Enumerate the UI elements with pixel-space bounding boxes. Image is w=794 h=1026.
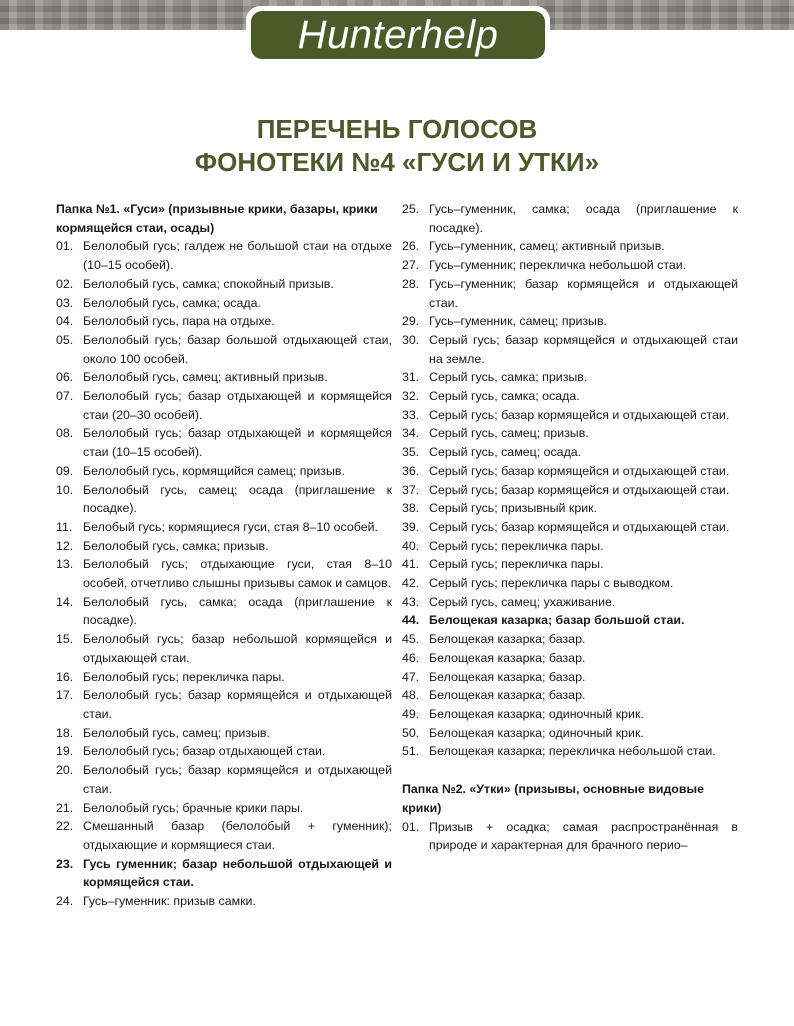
- item-text: Белолобый гусь; отдыхающие гуси, стая 8–10 особей, отчетливо слышны призывы самок и самцов.: [83, 557, 392, 591]
- list-item: [402, 518, 738, 537]
- item-text: Белолобый гусь; базар небольшой кормящейся и отдыхающей стаи.: [83, 632, 392, 665]
- list-item: [56, 724, 392, 743]
- list-item: [402, 724, 738, 743]
- item-number: 35.: [402, 445, 420, 460]
- item-text: Серый гусь, самец; осада.: [429, 445, 582, 460]
- item-text: Смешанный базар (белолобый + гуменник); отдыхающие и кормящиеся стаи.: [83, 819, 392, 852]
- item-number: 14.: [56, 594, 74, 609]
- list-item: [56, 331, 392, 368]
- list-item: [402, 200, 738, 237]
- item-number: 04.: [56, 314, 74, 329]
- item-text: Серый гусь, самка; осада.: [429, 389, 580, 404]
- list-item: [402, 387, 738, 406]
- item-text: Серый гусь, самка; призыв.: [429, 370, 588, 385]
- item-text: Серый гусь; базар кормящейся и отдыхающей стаи.: [429, 519, 730, 534]
- item-text: Гусь–гуменник: призыв самки.: [83, 894, 256, 909]
- title-line-1: ПЕРЕЧЕНЬ ГОЛОСОВ: [256, 114, 538, 144]
- right-column: [402, 200, 738, 855]
- item-text: Белолобый гусь; базар кормящейся и отдыхающей стаи.: [83, 763, 392, 796]
- item-number: 10.: [56, 482, 74, 497]
- item-text: Гусь–гуменник, самец; активный призыв.: [429, 239, 665, 254]
- list-item: [56, 387, 392, 424]
- item-number: 37.: [402, 482, 420, 497]
- list-item: [56, 799, 392, 818]
- item-number: 16.: [56, 669, 74, 684]
- item-text: Белолобый гусь; базар отдыхающей и кормящейся стаи (10–15 особей).: [83, 426, 392, 460]
- list-item: [56, 668, 392, 687]
- item-number: 24.: [56, 894, 74, 909]
- item-number: 29.: [402, 314, 420, 329]
- list-item: [402, 481, 738, 500]
- item-text: Гусь–гуменник, самка; осада (приглашение к посадке).: [429, 202, 738, 235]
- item-number: 47.: [402, 669, 420, 684]
- folder-1-list-part-1: [56, 237, 392, 910]
- list-item: [56, 237, 392, 274]
- item-text: Белолобый гусь; базар отдыхающей и кормящейся стаи (20–30 особей).: [83, 389, 392, 422]
- list-item: [402, 499, 738, 518]
- item-number: 20.: [56, 763, 74, 778]
- list-item: [402, 462, 738, 481]
- item-number: 34.: [402, 426, 420, 441]
- item-number: 45.: [402, 632, 420, 647]
- list-item: [402, 256, 738, 275]
- item-text: Серый гусь; базар кормящейся и отдыхающей стаи.: [429, 407, 730, 422]
- item-number: 23.: [56, 856, 74, 871]
- list-item: [402, 537, 738, 556]
- item-number: 03.: [56, 295, 74, 310]
- list-item: [402, 649, 738, 668]
- item-number: 02.: [56, 276, 74, 291]
- item-text: Белолобый гусь, кормящийся самец; призыв.: [83, 463, 345, 478]
- item-text: Серый гусь; призывный крик.: [429, 501, 598, 516]
- item-number: 30.: [402, 332, 420, 347]
- item-number: 05.: [56, 332, 74, 347]
- list-item: [402, 312, 738, 331]
- list-item: [402, 424, 738, 443]
- item-number: 26.: [402, 239, 420, 254]
- list-item: [56, 761, 392, 798]
- list-item: [402, 275, 738, 312]
- folder-1-heading: Папка №1. «Гуси» (призывные крики, базары, крики кормящейся стаи, осады): [56, 202, 378, 235]
- list-item: [402, 368, 738, 387]
- item-number: 13.: [56, 557, 74, 572]
- item-number: 44.: [402, 613, 420, 628]
- list-item: [402, 593, 738, 612]
- item-number: 07.: [56, 389, 74, 404]
- item-text: Белощекая казарка; базар.: [429, 632, 586, 647]
- item-number: 49.: [402, 706, 420, 721]
- item-number: 50.: [402, 725, 420, 740]
- list-item: [402, 331, 738, 368]
- list-item: [56, 630, 392, 667]
- list-item: [402, 443, 738, 462]
- item-text: Белобый гусь; кормящиеся гуси, стая 8–10 особей.: [83, 519, 378, 534]
- item-text: Серый гусь; базар кормящейся и отдыхающей стаи.: [429, 482, 730, 497]
- item-text: Белощекая казарка; базар.: [429, 650, 586, 665]
- logo-frame: [246, 6, 550, 64]
- list-item: [56, 537, 392, 556]
- item-number: 01.: [56, 239, 74, 254]
- item-text: Белощекая казарка; одиночный крик.: [429, 706, 644, 721]
- page-title: [0, 113, 794, 179]
- item-number: 17.: [56, 688, 74, 703]
- item-text: Белолобый гусь, самец; осада (приглашение к посадке).: [83, 482, 392, 516]
- item-number: 09.: [56, 463, 74, 478]
- item-text: Белолобый гусь; брачные крики пары.: [83, 800, 304, 815]
- item-text: Серый гусь; перекличка пары.: [429, 557, 604, 572]
- title-line-2: ФОНОТЕКИ №4 «ГУСИ И УТКИ»: [194, 147, 600, 177]
- list-item: [56, 518, 392, 537]
- item-number: 48.: [402, 688, 420, 703]
- item-text: Серый гусь; перекличка пары с выводком.: [429, 576, 674, 591]
- list-item: [56, 593, 392, 630]
- item-number: 19.: [56, 744, 74, 759]
- item-text: Белолобый гусь, самка; осада (приглашение к посадке).: [83, 594, 392, 628]
- item-text: Гусь гуменник; базар небольшой отдыхающей и кормящейся стаи.: [83, 856, 392, 890]
- item-text: Белощекая казарка; перекличка небольшой стаи.: [429, 744, 716, 759]
- item-number: 15.: [56, 632, 74, 647]
- item-text: Белолобый гусь, самец; призыв.: [83, 725, 270, 740]
- list-item: [402, 668, 738, 687]
- item-number: 33.: [402, 407, 420, 422]
- item-number: 38.: [402, 501, 420, 516]
- item-number: 01.: [402, 819, 420, 834]
- item-text: Серый гусь; базар кормящейся и отдыхающей стаи.: [429, 463, 730, 478]
- item-number: 08.: [56, 426, 74, 441]
- list-item: [56, 817, 392, 854]
- item-text: Серый гусь, самец; ухаживание.: [429, 594, 616, 609]
- item-number: 43.: [402, 594, 420, 609]
- item-number: 18.: [56, 725, 74, 740]
- item-text: Белолобый гусь; перекличка пары.: [83, 669, 285, 684]
- item-number: 22.: [56, 819, 74, 834]
- list-item: [56, 312, 392, 331]
- list-item: [56, 462, 392, 481]
- item-text: Белолобый гусь, самка; спокойный призыв.: [83, 276, 334, 291]
- folder-1-list-part-2: [402, 200, 738, 761]
- list-item: [402, 574, 738, 593]
- item-number: 11.: [56, 519, 73, 534]
- left-column: [56, 200, 392, 911]
- list-item: [402, 686, 738, 705]
- folder-2-heading: Папка №2. «Утки» (призывы, основные видовые крики): [402, 782, 704, 815]
- item-text: Гусь–гуменник; базар кормящейся и отдыхающей стаи.: [429, 276, 738, 310]
- brand-logo: Hunterhelp: [251, 11, 545, 59]
- list-item: [402, 705, 738, 724]
- item-text: Серый гусь, самец; призыв.: [429, 426, 589, 441]
- list-item: [56, 481, 392, 518]
- list-item: [56, 368, 392, 387]
- folder-2-list: [402, 818, 738, 855]
- item-text: Гусь–гуменник, самец; призыв.: [429, 314, 607, 329]
- section-gap: [402, 761, 738, 780]
- item-text: Белощекая казарка; базар большой стаи.: [429, 613, 685, 628]
- item-text: Гусь–гуменник; перекличка небольшой стаи.: [429, 258, 687, 273]
- item-text: Белолобый гусь, самка; призыв.: [83, 538, 269, 553]
- list-item: [56, 742, 392, 761]
- list-item: [402, 406, 738, 425]
- list-item: [402, 742, 738, 761]
- list-item: [402, 630, 738, 649]
- item-number: 25.: [402, 202, 420, 216]
- item-text: Белолобый гусь, пара на отдыхе.: [83, 314, 275, 329]
- item-number: 39.: [402, 519, 420, 534]
- item-text: Серый гусь; базар кормящейся и отдыхающей стаи на земле.: [429, 332, 738, 366]
- item-number: 46.: [402, 650, 420, 665]
- item-number: 12.: [56, 538, 74, 553]
- item-text: Белолобый гусь; галдеж не большой стаи на отдыхе (10–15 особей).: [83, 239, 392, 273]
- item-number: 28.: [402, 276, 420, 291]
- item-number: 21.: [56, 800, 74, 815]
- item-text: Белолобый гусь; базар отдыхающей стаи.: [83, 744, 326, 759]
- item-text: Белощекая казарка; одиночный крик.: [429, 725, 644, 740]
- item-number: 42.: [402, 576, 420, 591]
- list-item: [56, 892, 392, 911]
- item-number: 32.: [402, 389, 420, 404]
- list-item: [56, 294, 392, 313]
- item-number: 40.: [402, 538, 420, 553]
- item-number: 31.: [402, 370, 420, 385]
- list-item: [56, 555, 392, 592]
- item-text: Белощекая казарка; базар.: [429, 669, 586, 684]
- item-number: 27.: [402, 258, 420, 273]
- item-number: 41.: [402, 557, 420, 572]
- item-text: Белолобый гусь; базар кормящейся и отдыхающей стаи.: [83, 688, 392, 721]
- list-item: [402, 555, 738, 574]
- item-text: Белолобый гусь, самка; осада.: [83, 295, 261, 310]
- list-item: [56, 275, 392, 294]
- item-text: Призыв + осадка; самая распространённая в природе и характерная для брачного перио–: [429, 819, 738, 853]
- list-item: [56, 424, 392, 461]
- item-number: 36.: [402, 463, 420, 478]
- item-number: 06.: [56, 370, 74, 385]
- list-item: [402, 611, 738, 630]
- item-text: Белолобый гусь, самец; активный призыв.: [83, 370, 328, 385]
- list-item: [56, 686, 392, 723]
- item-text: Белощекая казарка; базар.: [429, 688, 586, 703]
- item-text: Серый гусь; перекличка пары.: [429, 538, 604, 553]
- list-item: [56, 855, 392, 892]
- list-item: [402, 818, 738, 855]
- list-item: [402, 237, 738, 256]
- item-number: 51.: [402, 744, 420, 759]
- item-text: Белолобый гусь; базар большой отдыхающей стаи, около 100 особей.: [83, 332, 392, 366]
